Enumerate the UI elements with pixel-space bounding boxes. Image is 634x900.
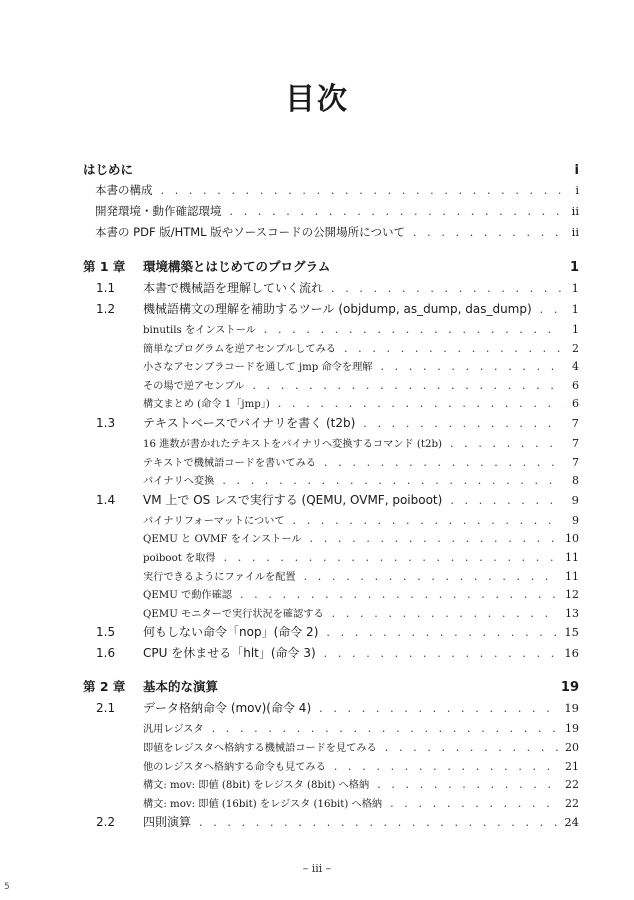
page-title: 目次 xyxy=(285,82,349,117)
toc-section[interactable] xyxy=(83,300,579,321)
entry-title: バイナリへ変換 xyxy=(143,476,215,488)
entry-title: CPU を休ませる「hlt」(命令 3) xyxy=(143,646,316,661)
entry-page: 16 xyxy=(564,646,579,661)
entry-page: 19 xyxy=(565,722,579,736)
toc-subsection[interactable] xyxy=(83,340,579,359)
entry-title: QEMU と OVMF をインストール xyxy=(143,534,302,546)
entry-page: i xyxy=(574,163,579,178)
entry-page: ii xyxy=(571,204,579,218)
entry-number: 1.5 xyxy=(96,625,116,640)
toc-section[interactable] xyxy=(83,491,579,512)
entry-title: 本書で機械語を理解していく流れ xyxy=(143,281,324,295)
dot-leader xyxy=(224,551,559,564)
entry-page: 11 xyxy=(565,550,579,564)
entry-title: 小さなアセンブラコードを通して jmp 命令を理解 xyxy=(143,362,373,374)
entry-page: 15 xyxy=(564,625,579,640)
toc-subsection[interactable] xyxy=(83,549,579,568)
dot-leader xyxy=(540,303,563,316)
dot-leader xyxy=(332,607,559,620)
entry-page: 22 xyxy=(565,778,579,792)
dot-leader xyxy=(324,647,559,660)
entry-title: 四則演算 xyxy=(143,815,192,830)
toc-section[interactable] xyxy=(83,279,579,300)
entry-number: 2.2 xyxy=(96,815,116,830)
dot-leader xyxy=(304,570,559,583)
entry-page: 4 xyxy=(572,360,579,374)
entry-page: 19 xyxy=(564,701,579,716)
entry-title: 構文: mov: 即値 (8bit) をレジスタ (8bit) へ格納 xyxy=(143,780,370,792)
toc-subsection[interactable] xyxy=(83,472,579,491)
dot-leader xyxy=(344,342,563,355)
entry-page: 1 xyxy=(571,302,579,316)
entry-title: QEMU モニターで実行状況を確認する xyxy=(143,608,324,620)
toc-subsection[interactable] xyxy=(83,454,579,473)
toc-intro-item[interactable] xyxy=(83,182,579,203)
entry-page: 19 xyxy=(560,680,579,696)
entry-number: 1.2 xyxy=(96,302,116,316)
toc-subsection[interactable] xyxy=(83,512,579,531)
entry-page: 13 xyxy=(565,606,579,620)
toc-subsection[interactable] xyxy=(83,586,579,605)
dot-leader xyxy=(199,816,558,829)
dot-leader xyxy=(293,514,563,527)
toc-subsection[interactable] xyxy=(83,720,579,739)
toc-section[interactable] xyxy=(83,699,579,720)
toc-subsection[interactable] xyxy=(83,758,579,777)
entry-page: 20 xyxy=(565,740,579,754)
toc-subsection[interactable] xyxy=(83,530,579,549)
toc-subsection[interactable] xyxy=(83,795,579,814)
entry-page: 2 xyxy=(572,341,579,355)
entry-page: 24 xyxy=(564,815,579,830)
entry-title: 本書の構成 xyxy=(95,183,153,197)
entry-title: 何もしない命令「nop」(命令 2) xyxy=(143,625,319,640)
entry-title: バイナリフォーマットについて xyxy=(143,515,285,527)
entry-title: VM 上で OS レスで実行する (QEMU, OVMF, poiboot) xyxy=(143,492,443,507)
entry-page: i xyxy=(575,183,579,197)
toc-subsection[interactable] xyxy=(83,739,579,758)
entry-page: 22 xyxy=(565,796,579,810)
entry-title: poiboot を取得 xyxy=(143,552,216,564)
entry-page: 7 xyxy=(572,436,579,450)
entry-page: 1 xyxy=(572,323,579,336)
dot-leader xyxy=(310,532,559,545)
entry-page: 11 xyxy=(565,569,579,583)
entry-title: テキストベースでバイナリを書く (t2b) xyxy=(143,415,356,430)
entry-title: 基本的な演算 xyxy=(143,679,219,695)
dot-leader xyxy=(450,494,563,507)
dot-leader xyxy=(212,722,559,735)
dot-leader xyxy=(264,323,563,336)
entry-title: 本書の PDF 版/HTML 版やソースコードの公開場所について xyxy=(95,225,405,239)
entry-number: 2.1 xyxy=(96,701,116,716)
dot-leader xyxy=(385,741,559,754)
entry-title: 構文まとめ (命令 1「jmp」) xyxy=(143,399,270,411)
dot-leader xyxy=(278,397,563,410)
dot-leader xyxy=(380,360,563,373)
entry-page: 6 xyxy=(572,378,579,392)
entry-page: 7 xyxy=(571,415,579,430)
dot-leader xyxy=(319,702,558,715)
entry-page: 6 xyxy=(572,397,579,411)
dot-leader xyxy=(252,379,563,392)
entry-number: 1.6 xyxy=(96,646,116,661)
dot-leader xyxy=(222,474,563,487)
toc-section[interactable] xyxy=(83,414,579,435)
entry-title: binutils をインストール xyxy=(143,325,256,336)
toc-intro-item[interactable] xyxy=(83,203,579,224)
toc-chapter[interactable] xyxy=(83,257,579,279)
toc-subsection[interactable] xyxy=(83,321,579,340)
toc-section[interactable] xyxy=(83,644,579,665)
entry-title: はじめに xyxy=(83,162,134,177)
entry-number: 1.4 xyxy=(96,492,116,507)
entry-title: 16 進数が書かれたテキストをバイナリへ変換するコマンド (t2b) xyxy=(143,438,442,450)
entry-title: 構文: mov: 即値 (16bit) をレジスタ (16bit) へ格納 xyxy=(143,798,383,810)
table-of-contents xyxy=(83,160,579,834)
entry-page: ii xyxy=(571,225,579,239)
entry-title: 簡単なプログラムを逆アセンブルしてみる xyxy=(143,343,336,355)
entry-page: 9 xyxy=(571,492,579,507)
toc-section[interactable] xyxy=(83,813,579,834)
toc-chapter[interactable] xyxy=(83,677,579,699)
dot-leader xyxy=(377,778,559,791)
entry-title: 実行できるようにファイルを配置 xyxy=(143,571,296,583)
toc-subsection[interactable] xyxy=(83,435,579,454)
toc-subsection[interactable] xyxy=(83,605,579,624)
toc-subsection[interactable] xyxy=(83,568,579,587)
dot-leader xyxy=(326,626,558,639)
entry-page: 8 xyxy=(572,474,579,488)
dot-leader xyxy=(450,437,563,450)
dot-leader xyxy=(324,456,563,469)
page-number-footer: – iii – xyxy=(302,862,332,875)
entry-page: 21 xyxy=(565,759,579,773)
entry-page: 12 xyxy=(565,588,579,602)
entry-page: 9 xyxy=(572,513,579,527)
entry-title: 開発環境・動作確認環境 xyxy=(95,204,222,218)
dot-leader xyxy=(240,588,559,601)
dot-leader xyxy=(334,760,559,773)
dot-leader xyxy=(363,417,563,430)
dot-leader xyxy=(331,282,563,295)
toc-subsection[interactable] xyxy=(83,776,579,795)
entry-page: 1 xyxy=(571,281,579,295)
entry-page: 7 xyxy=(572,455,579,469)
entry-page: 10 xyxy=(565,532,579,546)
entry-number: 第 2 章 xyxy=(83,679,126,695)
entry-title: 汎用レジスタ xyxy=(143,724,204,736)
toc-subsection[interactable] xyxy=(83,395,579,414)
toc-subsection[interactable] xyxy=(83,377,579,396)
entry-number: 1.1 xyxy=(96,281,116,295)
entry-title: 他のレジスタへ格納する命令も見てみる xyxy=(143,761,326,773)
entry-title: その場で逆アセンブル xyxy=(143,380,245,392)
page-marker: 5 xyxy=(4,882,10,892)
entry-title: 即値をレジスタへ格納する機械語コードを見てみる xyxy=(143,742,377,754)
toc-chapter-intro[interactable] xyxy=(83,160,579,182)
entry-title: データ格納命令 (mov)(命令 4) xyxy=(143,701,312,716)
toc-section[interactable] xyxy=(83,623,579,644)
dot-leader xyxy=(161,184,564,197)
entry-title: QEMU で動作確認 xyxy=(143,590,232,602)
entry-number: 1.3 xyxy=(96,415,116,430)
dot-leader xyxy=(390,797,559,810)
entry-title: 機械語構文の理解を補助するツール (objdump, as_dump, das_dump) xyxy=(143,302,532,316)
dot-leader xyxy=(230,205,564,218)
dot-leader xyxy=(413,226,563,239)
toc-intro-item[interactable] xyxy=(83,224,579,245)
entry-number: 第 1 章 xyxy=(83,259,126,274)
entry-title: 環境構築とはじめてのプログラム xyxy=(143,259,331,274)
entry-title: テキストで機械語コードを書いてみる xyxy=(143,457,316,469)
entry-page: 1 xyxy=(569,260,579,275)
toc-subsection[interactable] xyxy=(83,358,579,377)
